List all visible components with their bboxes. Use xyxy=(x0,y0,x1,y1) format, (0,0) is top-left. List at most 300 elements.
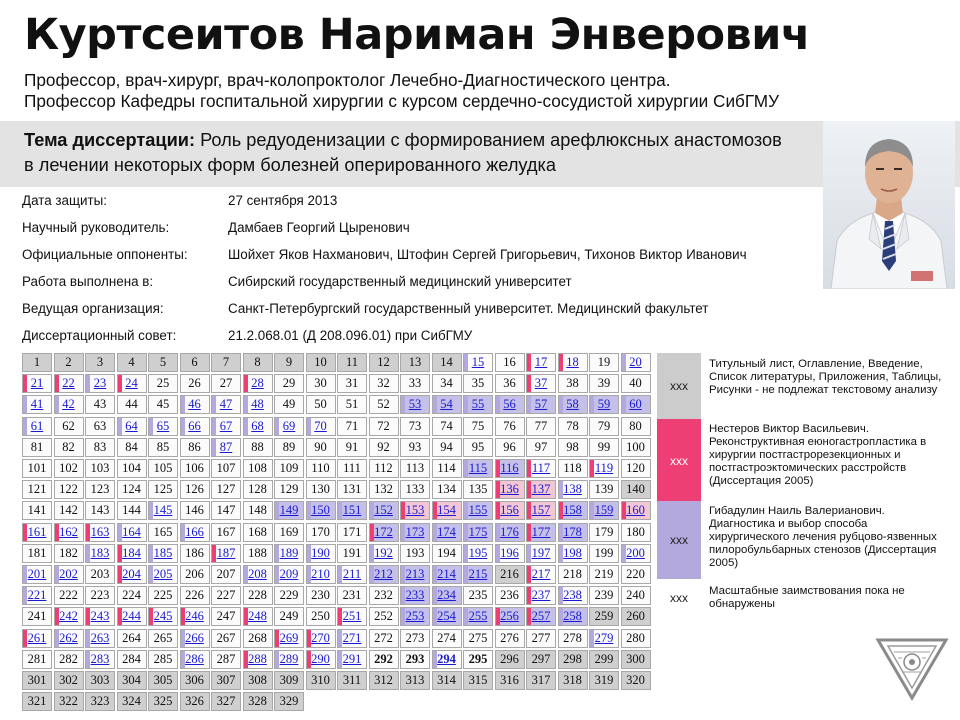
triangle-logo-icon xyxy=(872,626,952,706)
page-cell-26 xyxy=(180,374,210,393)
page-cell-67[interactable] xyxy=(211,417,241,436)
subtitle-line-2: Профессор Кафедры госпитальной хирургии с курсом сердечно-сосудистой хирургии СибГМУ xyxy=(24,91,780,111)
source-marker xyxy=(275,566,279,583)
page-cell-201[interactable] xyxy=(22,565,52,584)
page-cell-99 xyxy=(589,438,619,457)
page-number: 125 xyxy=(153,482,173,497)
page-cell-48[interactable] xyxy=(243,395,273,414)
page-cell-162[interactable] xyxy=(54,523,84,542)
page-cell-166[interactable] xyxy=(180,523,210,542)
page-number: 80 xyxy=(629,418,642,433)
page-cell-178[interactable] xyxy=(558,523,588,542)
page-cell-246[interactable] xyxy=(180,607,210,626)
page-number: 89 xyxy=(282,439,296,454)
page-number: 52 xyxy=(377,397,390,412)
page-cell-46[interactable] xyxy=(180,395,210,414)
page-cell-25 xyxy=(148,374,178,393)
page-cell-53[interactable] xyxy=(400,395,430,414)
page-cell-211[interactable] xyxy=(337,565,367,584)
page-number: 290 xyxy=(311,651,330,666)
page-cell-221[interactable] xyxy=(22,586,52,605)
page-cell-59[interactable] xyxy=(589,395,619,414)
page-cell-148 xyxy=(243,501,273,520)
page-number: 152 xyxy=(374,503,393,518)
page-number: 41 xyxy=(30,397,44,412)
page-cell-159[interactable] xyxy=(589,501,619,520)
page-cell-157[interactable] xyxy=(526,501,556,520)
page-cell-137[interactable] xyxy=(526,480,556,499)
page-cell-299 xyxy=(589,650,619,669)
page-cell-207 xyxy=(211,565,241,584)
page-cell-69[interactable] xyxy=(274,417,304,436)
source-marker xyxy=(496,608,500,625)
page-cell-152[interactable] xyxy=(369,501,399,520)
page-cell-270[interactable] xyxy=(306,629,336,648)
page-number: 51 xyxy=(345,397,359,412)
page-cell-265 xyxy=(148,629,178,648)
page-cell-243[interactable] xyxy=(85,607,115,626)
page-cell-102 xyxy=(54,459,84,478)
page-number: 213 xyxy=(405,567,425,581)
page-number: 198 xyxy=(563,545,582,560)
page-number: 171 xyxy=(342,524,362,539)
page-cell-163[interactable] xyxy=(85,523,115,542)
source-marker xyxy=(527,566,531,583)
page-cell-317 xyxy=(526,671,556,690)
page-number: 205 xyxy=(153,567,173,581)
page-cell-208[interactable] xyxy=(243,565,273,584)
page-number: 16 xyxy=(503,355,516,369)
page-cell-142 xyxy=(54,501,84,520)
page-number: 233 xyxy=(405,588,425,603)
page-cell-198[interactable] xyxy=(558,544,588,563)
page-cell-209[interactable] xyxy=(274,565,304,584)
page-number: 168 xyxy=(248,524,267,539)
page-cell-257[interactable] xyxy=(526,607,556,626)
page-cell-190[interactable] xyxy=(306,544,336,563)
page-cell-220 xyxy=(621,565,651,584)
page-number: 257 xyxy=(531,609,551,624)
page-number: 303 xyxy=(90,673,110,687)
page-cell-286[interactable] xyxy=(180,650,210,669)
page-cell-205[interactable] xyxy=(148,565,178,584)
page-number: 157 xyxy=(531,503,551,518)
page-number: 222 xyxy=(59,588,78,603)
source-marker xyxy=(527,460,531,477)
dissertation-topic xyxy=(24,128,782,178)
page-number: 67 xyxy=(219,418,233,433)
page-cell-278 xyxy=(558,629,588,648)
page-number: 47 xyxy=(219,397,233,412)
source-marker xyxy=(464,566,468,583)
page-cell-78 xyxy=(558,417,588,436)
page-number: 178 xyxy=(563,524,582,539)
page-number: 320 xyxy=(626,673,645,687)
page-cell-174[interactable] xyxy=(432,523,462,542)
page-cell-150[interactable] xyxy=(306,501,336,520)
page-cell-192[interactable] xyxy=(369,544,399,563)
page-cell-21[interactable] xyxy=(22,374,52,393)
page-number: 136 xyxy=(500,482,519,497)
page-cell-82 xyxy=(54,438,84,457)
page-number: 64 xyxy=(125,418,138,433)
source-marker xyxy=(559,481,563,498)
page-cell-145[interactable] xyxy=(148,501,178,520)
page-cell-184[interactable] xyxy=(117,544,147,563)
page-number: 36 xyxy=(503,376,516,391)
page-number: 75 xyxy=(471,418,485,433)
page-number: 88 xyxy=(251,439,264,454)
source-marker xyxy=(118,608,122,625)
page-cell-212[interactable] xyxy=(369,565,399,584)
page-cell-164[interactable] xyxy=(117,523,147,542)
page-cell-254[interactable] xyxy=(432,607,462,626)
source-marker xyxy=(338,502,342,519)
page-cell-183[interactable] xyxy=(85,544,115,563)
page-cell-289[interactable] xyxy=(274,650,304,669)
page-cell-279[interactable] xyxy=(589,629,619,648)
page-cell-187[interactable] xyxy=(211,544,241,563)
page-number: 260 xyxy=(626,609,645,624)
page-cell-101 xyxy=(22,459,52,478)
page-cell-149[interactable] xyxy=(274,501,304,520)
page-cell-160[interactable] xyxy=(621,501,651,520)
page-number: 190 xyxy=(311,545,330,560)
page-cell-161[interactable] xyxy=(22,523,52,542)
page-cell-204[interactable] xyxy=(117,565,147,584)
page-number: 98 xyxy=(566,439,579,454)
page-cell-251[interactable] xyxy=(337,607,367,626)
page-cell-165 xyxy=(148,523,178,542)
page-cell-47[interactable] xyxy=(211,395,241,414)
page-cell-37[interactable] xyxy=(526,374,556,393)
page-cell-81 xyxy=(22,438,52,457)
page-cell-50 xyxy=(306,395,336,414)
source-marker xyxy=(244,566,248,583)
page-cell-283[interactable] xyxy=(85,650,115,669)
page-number: 145 xyxy=(153,503,173,518)
page-cell-54[interactable] xyxy=(432,395,462,414)
page-cell-262[interactable] xyxy=(54,629,84,648)
page-number: 279 xyxy=(594,630,614,645)
page-cell-324 xyxy=(117,692,147,711)
page-number: 143 xyxy=(90,503,110,518)
page-cell-218 xyxy=(558,565,588,584)
page-cell-155[interactable] xyxy=(463,501,493,520)
portrait-icon xyxy=(823,121,955,289)
page-number: 183 xyxy=(90,545,110,560)
source-marker xyxy=(464,502,468,519)
page-cell-57[interactable] xyxy=(526,395,556,414)
source-marker xyxy=(86,545,90,562)
page-cell-22[interactable] xyxy=(54,374,84,393)
page-cell-266[interactable] xyxy=(180,629,210,648)
page-cell-35 xyxy=(463,374,493,393)
page-number: 117 xyxy=(531,461,551,475)
topic-label: Тема диссертации: xyxy=(24,130,196,150)
page-number: 167 xyxy=(216,524,236,539)
page-number: 235 xyxy=(468,588,488,603)
page-number: 53 xyxy=(408,397,422,412)
page-cell-215[interactable] xyxy=(463,565,493,584)
page-cell-240 xyxy=(621,586,651,605)
page-cell-156[interactable] xyxy=(495,501,525,520)
page-number: 172 xyxy=(374,524,393,539)
page-cell-202[interactable] xyxy=(54,565,84,584)
page-cell-248[interactable] xyxy=(243,607,273,626)
page-cell-114 xyxy=(432,459,462,478)
page-number: 248 xyxy=(248,609,267,624)
page-number: 85 xyxy=(156,439,170,454)
page-cell-70[interactable] xyxy=(306,417,336,436)
info-value: Сибирский государственный медицинский университет xyxy=(228,274,572,289)
page-cell-175[interactable] xyxy=(463,523,493,542)
page-number: 104 xyxy=(122,461,141,475)
page-cell-217[interactable] xyxy=(526,565,556,584)
page-cell-66[interactable] xyxy=(180,417,210,436)
page-cell-68[interactable] xyxy=(243,417,273,436)
page-number: 219 xyxy=(594,567,614,581)
source-marker xyxy=(527,396,531,413)
page-cell-244[interactable] xyxy=(117,607,147,626)
page-number: 63 xyxy=(93,418,107,433)
page-cell-43 xyxy=(85,395,115,414)
page-number: 278 xyxy=(563,630,582,645)
page-cell-64[interactable] xyxy=(117,417,147,436)
page-cell-303 xyxy=(85,671,115,690)
page-number: 10 xyxy=(314,355,327,369)
page-cell-258[interactable] xyxy=(558,607,588,626)
page-cell-158[interactable] xyxy=(558,501,588,520)
page-cell-9 xyxy=(274,353,304,372)
page-cell-41[interactable] xyxy=(22,395,52,414)
info-value: Санкт-Петербургский государственный университет. Медицинский факультет xyxy=(228,301,709,316)
page-number: 46 xyxy=(188,397,201,412)
page-number: 268 xyxy=(248,630,267,645)
page-number: 153 xyxy=(405,503,425,518)
page-cell-271[interactable] xyxy=(337,629,367,648)
page-cell-269[interactable] xyxy=(274,629,304,648)
page-cell-253[interactable] xyxy=(400,607,430,626)
page-number: 11 xyxy=(345,355,359,369)
page-number: 223 xyxy=(90,588,110,603)
page-cell-213[interactable] xyxy=(400,565,430,584)
page-number: 19 xyxy=(597,355,611,369)
page-cell-272 xyxy=(369,629,399,648)
page-cell-40 xyxy=(621,374,651,393)
page-cell-153[interactable] xyxy=(400,501,430,520)
page-number: 256 xyxy=(500,609,519,624)
page-cell-226 xyxy=(180,586,210,605)
source-marker xyxy=(307,502,311,519)
source-marker xyxy=(559,608,563,625)
page-number: 68 xyxy=(251,418,264,433)
page-cell-294[interactable] xyxy=(432,650,462,669)
page-number: 130 xyxy=(311,482,330,497)
page-cell-74 xyxy=(432,417,462,436)
page-cell-115[interactable] xyxy=(463,459,493,478)
page-cell-176[interactable] xyxy=(495,523,525,542)
page-number: 240 xyxy=(626,588,645,603)
page-number: 229 xyxy=(279,588,299,603)
page-cell-238[interactable] xyxy=(558,586,588,605)
page-number: 146 xyxy=(185,503,204,518)
page-cell-261[interactable] xyxy=(22,629,52,648)
page-cell-323 xyxy=(85,692,115,711)
page-cell-288[interactable] xyxy=(243,650,273,669)
source-marker xyxy=(307,545,311,562)
page-cell-136[interactable] xyxy=(495,480,525,499)
page-number: 163 xyxy=(90,524,110,539)
page-number: 283 xyxy=(90,651,110,666)
page-cell-60[interactable] xyxy=(621,395,651,414)
page-cell-210[interactable] xyxy=(306,565,336,584)
page-number: 92 xyxy=(377,439,390,454)
page-cell-8 xyxy=(243,353,273,372)
page-number: 313 xyxy=(405,673,425,687)
page-cell-58[interactable] xyxy=(558,395,588,414)
page-cell-122 xyxy=(54,480,84,499)
page-number: 8 xyxy=(254,355,261,369)
legend-text-excluded: Титульный лист, Оглавление, Введение, Список литературы, Приложения, Таблицы, Рисунки - не подлежат текстовому анализу xyxy=(709,358,942,396)
page-number: 318 xyxy=(563,673,582,687)
page-cell-319 xyxy=(589,671,619,690)
page-cell-195[interactable] xyxy=(463,544,493,563)
page-cell-206 xyxy=(180,565,210,584)
page-number: 259 xyxy=(594,609,614,624)
page-cell-20[interactable] xyxy=(621,353,651,372)
page-number: 325 xyxy=(153,694,173,709)
source-marker xyxy=(559,587,563,604)
page-cell-117[interactable] xyxy=(526,459,556,478)
page-cell-233[interactable] xyxy=(400,586,430,605)
page-cell-14 xyxy=(432,353,462,372)
source-marker xyxy=(527,502,531,519)
page-cell-256[interactable] xyxy=(495,607,525,626)
source-marker xyxy=(23,587,27,604)
page-cell-56[interactable] xyxy=(495,395,525,414)
source-marker xyxy=(181,418,185,435)
source-marker xyxy=(464,460,468,477)
source-marker xyxy=(23,566,27,583)
page-number: 79 xyxy=(597,418,611,433)
page-number: 32 xyxy=(377,376,390,391)
page-cell-282 xyxy=(54,650,84,669)
page-cell-173[interactable] xyxy=(400,523,430,542)
page-cell-216 xyxy=(495,565,525,584)
page-cell-24[interactable] xyxy=(117,374,147,393)
page-cell-138[interactable] xyxy=(558,480,588,499)
page-cell-106 xyxy=(180,459,210,478)
page-number: 225 xyxy=(153,588,173,603)
page-cell-65[interactable] xyxy=(148,417,178,436)
page-cell-185[interactable] xyxy=(148,544,178,563)
page-cell-15[interactable] xyxy=(463,353,493,372)
page-cell-5 xyxy=(148,353,178,372)
page-cell-214[interactable] xyxy=(432,565,462,584)
page-cell-126 xyxy=(180,480,210,499)
page-cell-237[interactable] xyxy=(526,586,556,605)
page-cell-151[interactable] xyxy=(337,501,367,520)
page-number: 91 xyxy=(345,439,359,454)
source-marker xyxy=(23,375,27,392)
page-number: 81 xyxy=(30,439,44,454)
page-cell-263[interactable] xyxy=(85,629,115,648)
page-cell-197[interactable] xyxy=(526,544,556,563)
page-cell-107 xyxy=(211,459,241,478)
source-marker xyxy=(433,502,437,519)
page-cell-23[interactable] xyxy=(85,374,115,393)
page-number: 192 xyxy=(374,545,393,560)
page-cell-116[interactable] xyxy=(495,459,525,478)
page-number: 241 xyxy=(27,609,47,624)
page-number: 218 xyxy=(563,567,582,581)
page-cell-314 xyxy=(432,671,462,690)
page-cell-45 xyxy=(148,395,178,414)
page-cell-61[interactable] xyxy=(22,417,52,436)
page-cell-307 xyxy=(211,671,241,690)
page-cell-18[interactable] xyxy=(558,353,588,372)
topic-text-line-1: Роль редуоденизации с формированием арефлюксных анастомозов xyxy=(200,130,782,150)
page-cell-291[interactable] xyxy=(337,650,367,669)
page-cell-42[interactable] xyxy=(54,395,84,414)
page-cell-200[interactable] xyxy=(621,544,651,563)
page-cell-55[interactable] xyxy=(463,395,493,414)
page-cell-111 xyxy=(337,459,367,478)
page-number: 70 xyxy=(314,418,327,433)
page-number: 149 xyxy=(279,503,299,518)
page-cell-85 xyxy=(148,438,178,457)
page-cell-189[interactable] xyxy=(274,544,304,563)
page-cell-28[interactable] xyxy=(243,374,273,393)
page-number: 48 xyxy=(251,397,264,412)
page-cell-119[interactable] xyxy=(589,459,619,478)
source-marker xyxy=(55,396,59,413)
page-cell-264 xyxy=(117,629,147,648)
page-number: 15 xyxy=(471,355,485,369)
page-number: 238 xyxy=(563,588,582,603)
page-cell-310 xyxy=(306,671,336,690)
page-cell-242[interactable] xyxy=(54,607,84,626)
page-cell-89 xyxy=(274,438,304,457)
source-marker xyxy=(86,651,90,668)
source-marker xyxy=(307,418,311,435)
page-number: 151 xyxy=(342,503,362,518)
page-cell-302 xyxy=(54,671,84,690)
source-marker xyxy=(149,502,153,519)
page-number: 30 xyxy=(314,376,327,391)
page-cell-87[interactable] xyxy=(211,438,241,457)
page-cell-154[interactable] xyxy=(432,501,462,520)
page-number: 271 xyxy=(342,630,362,645)
page-cell-297 xyxy=(526,650,556,669)
source-marker xyxy=(338,630,342,647)
page-cell-245[interactable] xyxy=(148,607,178,626)
page-cell-182 xyxy=(54,544,84,563)
page-cell-234[interactable] xyxy=(432,586,462,605)
page-cell-12 xyxy=(369,353,399,372)
page-number: 305 xyxy=(153,673,173,687)
page-number: 131 xyxy=(342,482,362,497)
page-cell-177[interactable] xyxy=(526,523,556,542)
page-cell-100 xyxy=(621,438,651,457)
page-cell-17[interactable] xyxy=(526,353,556,372)
page-number: 137 xyxy=(531,482,551,497)
page-cell-255[interactable] xyxy=(463,607,493,626)
page-cell-172[interactable] xyxy=(369,523,399,542)
page-cell-290[interactable] xyxy=(306,650,336,669)
page-cell-196[interactable] xyxy=(495,544,525,563)
